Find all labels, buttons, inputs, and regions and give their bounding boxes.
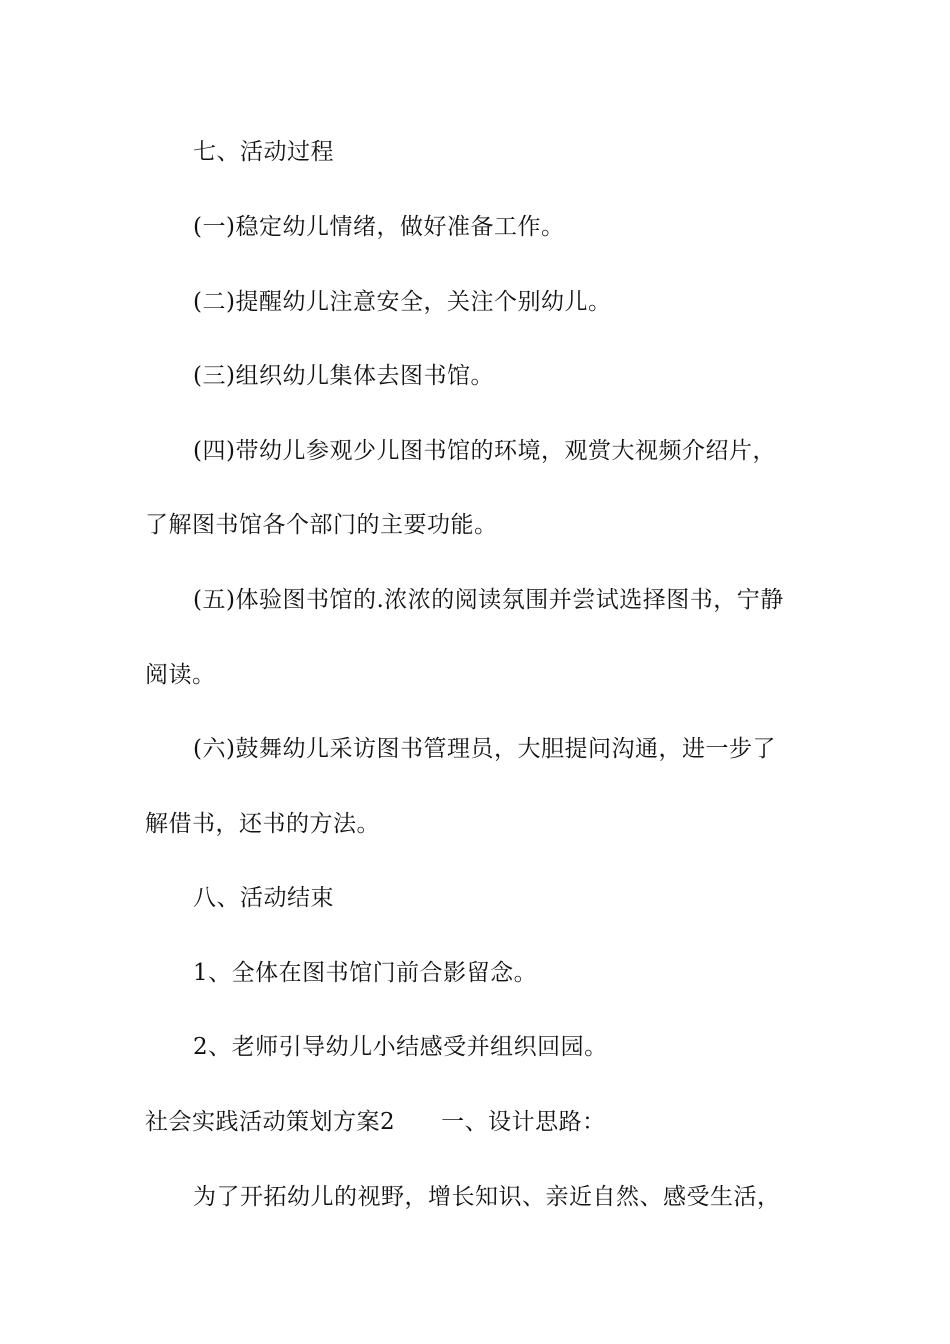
paragraph-step-6-line-2: 解借书，还书的方法。 bbox=[145, 811, 380, 837]
paragraph-step-1: (一)稳定幼儿情绪，做好准备工作。 bbox=[193, 214, 565, 240]
paragraph-step-4-line-2: 了解图书馆各个部门的主要功能。 bbox=[145, 512, 498, 538]
paragraph-step-2: (二)提醒幼儿注意安全，关注个别幼儿。 bbox=[193, 289, 612, 315]
paragraph-end-item-2: 2、老师引导幼儿小结感受并组织回园。 bbox=[193, 1034, 608, 1060]
paragraph-end-item-1: 1、全体在图书馆门前合影留念。 bbox=[193, 960, 538, 986]
section-heading-design-idea: 一、设计思路： bbox=[441, 1109, 606, 1135]
paragraph-step-5-line-1: (五)体验图书馆的.浓浓的阅读氛围并尝试选择图书，宁静 bbox=[193, 587, 784, 613]
paragraph-step-4-line-1: (四)带幼儿参观少儿图书馆的环境，观赏大视频介绍片， bbox=[193, 438, 776, 464]
paragraph-step-3: (三)组织幼儿集体去图书馆。 bbox=[193, 363, 494, 389]
paragraph-step-5-line-2: 阅读。 bbox=[145, 662, 216, 688]
plan-title: 社会实践活动策划方案2 bbox=[145, 1109, 396, 1135]
plan-title-line bbox=[145, 1107, 815, 1137]
paragraph-design-idea: 为了开拓幼儿的视野，增长知识、亲近自然、感受生活， bbox=[193, 1184, 781, 1210]
section-heading-activity-end: 八、活动结束 bbox=[193, 885, 334, 911]
section-heading-activity-process: 七、活动过程 bbox=[193, 139, 334, 165]
paragraph-step-6-line-1: (六)鼓舞幼儿采访图书管理员，大胆提问沟通，进一步了 bbox=[193, 736, 776, 762]
